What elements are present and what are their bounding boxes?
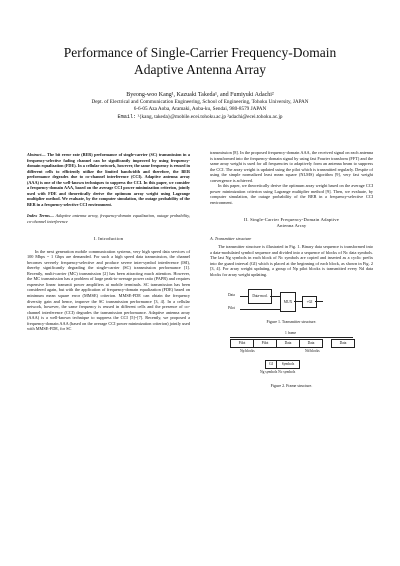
figure-1-transmitter — [210, 281, 373, 329]
address: 6-6-05 Aza Aoba, Aramaki, Aoba-ku, Sendai, 980-8579 JAPAN — [133, 106, 267, 113]
figure-2-caption: Figure 2. Frame structure. — [270, 383, 313, 389]
abstract-label: Abstract— — [27, 152, 46, 157]
fig1-gi-insertion: +GI — [302, 296, 317, 308]
right-paragraph-1: transmission [8]. In the proposed frequency-domain AAA, the received signal on each antenna is transformed into the frequency-domain signal by using fast Fourier transform (FFT) and the same array weight is used for all frequencies to adaptively form an antenna beam to suppress the CCI. The array weight is updated using the pilot which is transmitted regularly. Despite of using the simple normalized least mean square (NLMS) algorithm [9], very fast weight convergence is achieved. — [210, 150, 373, 183]
fig1-output-arrow — [315, 301, 323, 302]
fig2-cell-data-1: Data — [276, 339, 300, 348]
fig1-data-arrow — [240, 296, 248, 297]
fig2-gi-cell: GI — [265, 360, 277, 369]
fig2-cell-pilot-1: Pilot — [230, 339, 254, 348]
figure-1-caption: Figure 1. Transmitter structure. — [266, 319, 317, 325]
fig2-ng-nc-symbols: Ng symbols Nc symbols — [260, 370, 296, 375]
fig1-pilot-label: Pilot — [228, 306, 235, 311]
right-column — [210, 150, 373, 393]
index-terms — [27, 213, 190, 224]
right-paragraph-2: In this paper, we theoretically derive the optimum array weight based on the average CCI power minimization criterion using Lagrange multiplier method [9]. Then, we evaluate, by computer simulation, the outage probability of the BER in a frequency-selective CCI environment. — [210, 183, 373, 205]
fig1-mod-to-mux — [270, 296, 280, 297]
email-addresses: ¹{kang, takeda}@mobile.ecei.tohoku.ac.jp ²adachi@ecei.tohoku.ac.jp — [137, 113, 283, 120]
affiliation: Dept. of Electrical and Communication Engineering, School of Engineering, Tohoku University, JAPAN — [91, 99, 309, 106]
introduction-text: In the next generation mobile communication systems, very high speed data services of 100 Mbps ~ 1 Gbps are demanded. For such a high speed data transmission, the channel becomes severely frequency-selective and produce severe inter-symbol interference (ISI), thereby significantly degrading the single-carrier (SC) transmission performance [1]. Recently, multi-carrier (MC) transmission [2] has been attracting much attention. However, the MC transmission has a problem of large peak-to-average power ratio (PAPR) and requires expensive linear transmit power amplifiers at mobile terminals. SC transmission has been considered again, but with the application of frequency-domain equalization (FDE) based on minimum mean square error (MMSE) criterion. MMSE-FDE can obtain the frequency diversity gain and hence, improve the SC transmission performance [3, 4]. In a cellular network, however, the same frequency is reused in different cells and the presence of co-channel interference (CCI) degrades the transmission performance. Adaptive antenna array (AAA) is a well-known technique to suppress the CCI [5]~[7]. Recently, we proposed a frequency-domain AAA (based on the average CCI power minimization criterion) jointly used with MMSE-FDE, for SC — [27, 248, 190, 332]
author-block — [20, 92, 380, 121]
index-terms-label: Index Terms— — [27, 213, 55, 218]
fig2-cell-pilot-2: Pilot — [253, 339, 277, 348]
abstract-text: The bit error rate (BER) performance of single-carrier (SC) transmission in a frequency-selective fading channel can be significantly improved by using frequency-domain equalization (FDE). In a cellular network, however, the same frequency is reused in different cells to efficiently utilize the limited bandwidth and therefore, the BER performance degrades due to co-channel interference (CCI). Adaptive antenna array (AAA) is one of the well-known techniques to suppress the CCI. In this paper, we consider a frequency-domain AAA, based on the average CCI power minimization criterion, jointly used with FDE and theoretically derive the optimum array weight using Lagrange multiplier method. We evaluate, by the computer simulation, the outage probability of the BER in a frequency-selective CCI environment. — [27, 152, 190, 207]
fig2-frame-span — [230, 337, 353, 338]
fig1-mux: MUX — [280, 292, 296, 312]
title-line-2: Adaptive Antenna Array — [134, 62, 266, 77]
section-1-heading: I. Introduction — [93, 236, 124, 242]
section-2-heading — [210, 217, 373, 228]
fig2-nd-blocks: Nd blocks — [305, 349, 320, 354]
left-column — [27, 152, 190, 332]
title-line-1: Performance of Single-Carrier Frequency-Domain — [63, 45, 337, 60]
fig2-frame-label: 1 frame — [285, 331, 297, 336]
figure-2-frame-structure — [210, 331, 373, 393]
fig1-data-label: Data — [228, 293, 235, 298]
email-label: Email: — [117, 113, 137, 120]
abstract — [27, 152, 190, 207]
fig1-mux-to-gi — [294, 301, 302, 302]
fig2-np-blocks: Np blocks — [240, 349, 255, 354]
fig1-data-modulator: Data-mod. — [248, 289, 272, 304]
author-names: Byeong-woo Kang¹, Kazuaki Takeda¹, and Fumiyuki Adachi² — [126, 92, 274, 98]
email-line — [20, 114, 380, 121]
index-terms-text: Adaptive antenna array, frequency-domain equalization, outage probability, co-channel interference — [27, 213, 190, 224]
paper-title — [20, 44, 380, 78]
fig2-cell-data-2: Data — [299, 339, 323, 348]
fig2-symbols-cell: Symbols — [276, 360, 300, 369]
fig1-pilot-arrow — [240, 309, 280, 310]
section-2-heading-line-2: Antenna Array — [276, 223, 307, 229]
fig2-cell-data-3: Data — [331, 339, 355, 348]
section-2-heading-line-1: II. Single-Carrier Frequency-Domain Adaptive — [243, 217, 340, 223]
subsection-a-heading: A. Transmitter structure — [210, 235, 252, 241]
right-paragraph-3: The transmitter structure is illustrated in Fig. 1. Binary data sequence is transformed into a data-modulated symbol sequence and divided into a sequence of blocks of Nc data symbols. The last Ng symbols in each block of Nc symbols are copied and inserted as a cyclic prefix into the guard interval (GI) which is placed at the beginning of each block, as shown in Fig. 2 [3, 4]. For array weight updating, a group of Np pilot blocks is transmitted every Nd data blocks for array weight updating. — [210, 244, 373, 277]
